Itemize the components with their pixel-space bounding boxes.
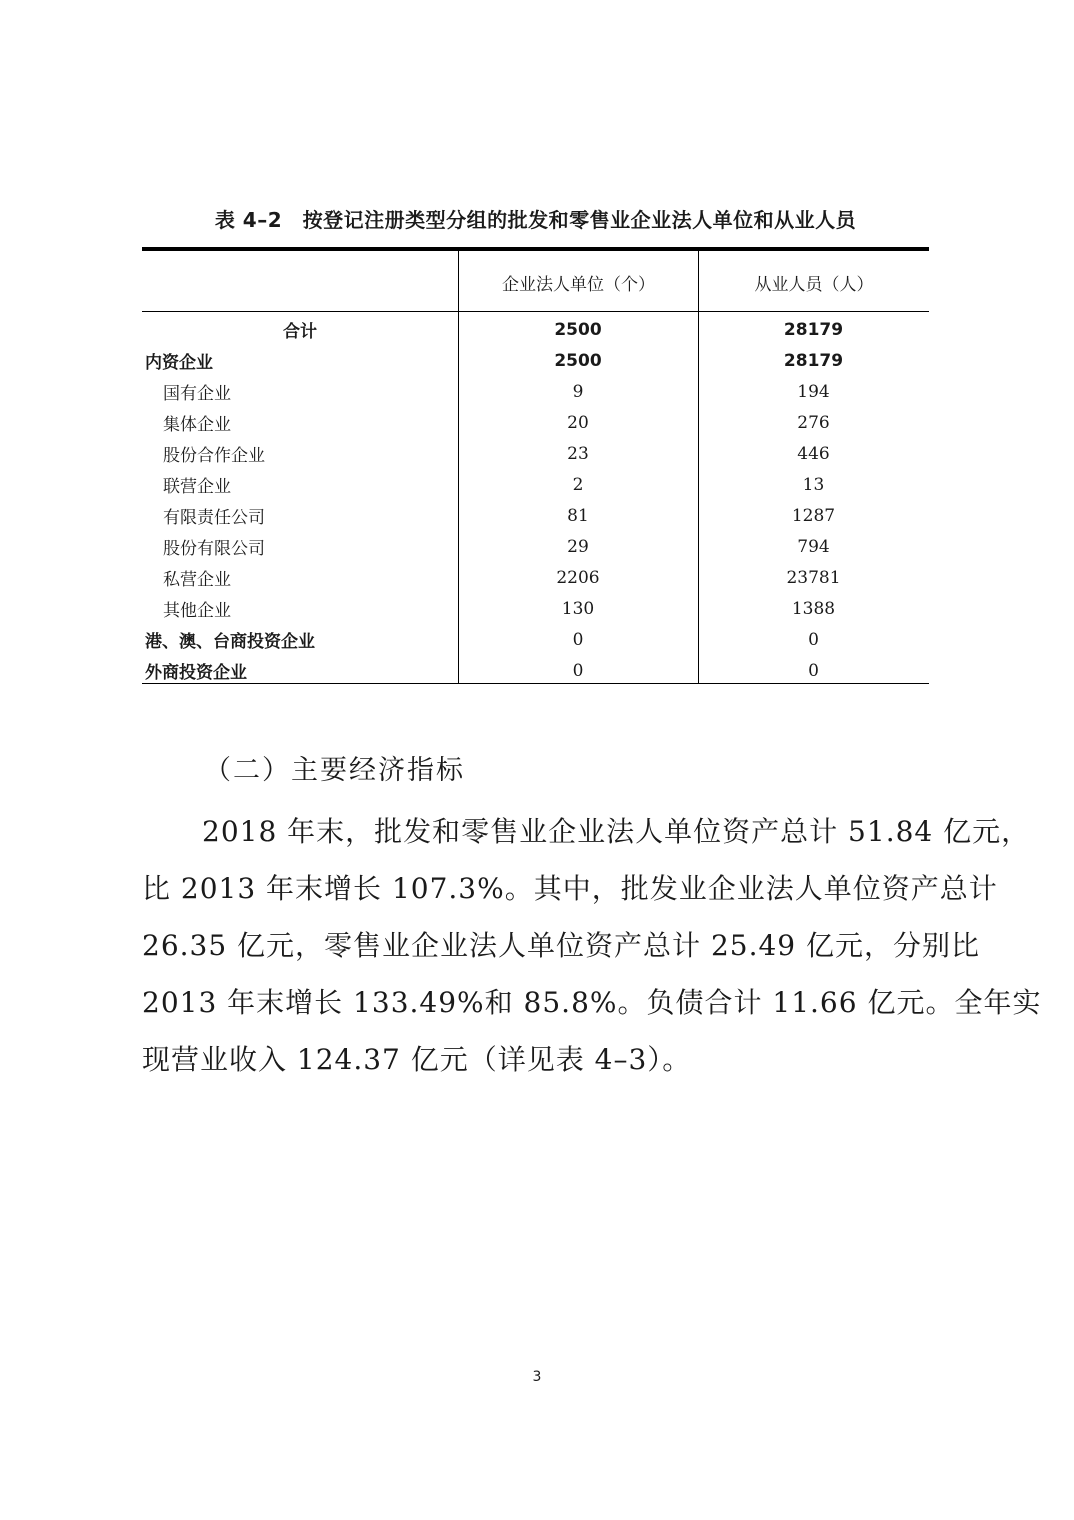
cell-units: 20	[567, 412, 589, 433]
table-row	[142, 593, 929, 624]
page-number: 3	[532, 1369, 542, 1385]
row-label: 集体企业	[163, 415, 231, 435]
table-row	[142, 655, 929, 686]
table-row	[142, 624, 929, 655]
cell-staff: 23781	[786, 567, 841, 588]
paragraph-line: 比 2013 年末增长 107.3%。其中，批发业企业法人单位资产总计	[142, 872, 998, 905]
row-label: 港、澳、台商投资企业	[145, 632, 315, 652]
table-row	[142, 314, 929, 345]
cell-staff: 276	[797, 412, 830, 433]
table-row	[142, 531, 929, 562]
column-header-staff: 从业人员（人）	[754, 275, 874, 295]
cell-staff: 28179	[783, 319, 844, 340]
section-heading: （二）主要经济指标	[204, 755, 465, 786]
cell-staff: 1388	[791, 598, 836, 619]
table-title: 表 4–2 按登记注册类型分组的批发和零售业企业法人单位和从业人员	[214, 208, 857, 232]
cell-staff: 0	[808, 660, 819, 681]
paragraph-line: 26.35 亿元，零售业企业法人单位资产总计 25.49 亿元，分别比	[142, 929, 981, 962]
cell-staff: 28179	[783, 350, 844, 371]
paragraph-line: 现营业收入 124.37 亿元（详见表 4–3）。	[142, 1043, 692, 1076]
table-header-rule	[142, 311, 929, 312]
row-label: 股份合作企业	[163, 446, 265, 466]
row-label: 股份有限公司	[163, 539, 265, 559]
row-label: 其他企业	[163, 601, 231, 621]
table-row	[142, 407, 929, 438]
table-row	[142, 469, 929, 500]
cell-staff: 0	[808, 629, 819, 650]
table-row	[142, 562, 929, 593]
cell-units: 130	[561, 598, 595, 619]
cell-staff: 194	[797, 381, 830, 402]
cell-units: 0	[572, 629, 584, 650]
row-label: 内资企业	[145, 353, 213, 373]
table-row	[142, 345, 929, 376]
cell-units: 0	[572, 660, 584, 681]
cell-staff: 13	[802, 474, 825, 495]
row-label: 联营企业	[163, 477, 231, 497]
cell-units: 9	[572, 381, 584, 402]
cell-staff: 1287	[791, 505, 836, 526]
cell-units: 2500	[554, 319, 602, 340]
row-label: 外商投资企业	[145, 663, 247, 683]
row-label: 有限责任公司	[163, 508, 265, 528]
paragraph-line: 2013 年末增长 133.49%和 85.8%。负债合计 11.66 亿元。全年实	[142, 986, 1042, 1019]
cell-units: 23	[567, 443, 589, 464]
row-label: 私营企业	[163, 570, 231, 590]
table-row	[142, 438, 929, 469]
paragraph-line: 2018 年末，批发和零售业企业法人单位资产总计 51.84 亿元，	[202, 815, 1031, 848]
cell-units: 81	[567, 505, 589, 526]
table-top-rule	[142, 247, 929, 251]
body-paragraph	[142, 803, 1042, 1088]
cell-staff: 446	[797, 443, 830, 464]
table-row	[142, 500, 929, 531]
cell-units: 2	[572, 474, 584, 495]
cell-staff: 794	[797, 536, 830, 557]
table-bottom-rule	[142, 683, 929, 684]
table-row	[142, 376, 929, 407]
row-label: 合计	[283, 322, 317, 342]
cell-units: 2500	[554, 350, 602, 371]
column-header-units: 企业法人单位（个）	[502, 275, 655, 295]
cell-units: 29	[567, 536, 589, 557]
table-body	[142, 314, 929, 686]
cell-units: 2206	[556, 567, 600, 588]
row-label: 国有企业	[163, 384, 231, 404]
